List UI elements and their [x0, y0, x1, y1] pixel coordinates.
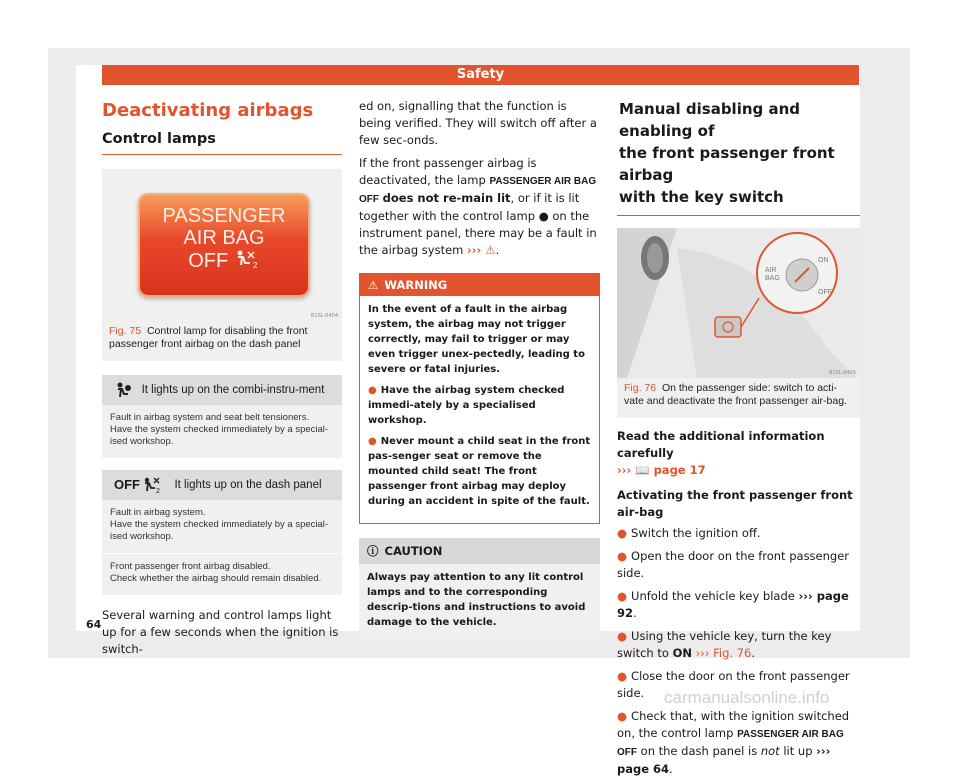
figure-caption [617, 378, 860, 418]
lamp-table-2 [102, 470, 342, 595]
column-right [617, 98, 860, 784]
step-4: ● Using the vehicle key, turn the key switch to ON ››› Fig. 76. [617, 629, 832, 660]
figure-caption-text: Control lamp for disabling the front passenger front airbag on the dash panel [109, 325, 308, 350]
step-1: ● Switch the ignition off. [617, 526, 761, 540]
sign-line-2: AIR BAG [183, 227, 265, 249]
warning-reference[interactable]: ››› ⚠ [467, 243, 496, 257]
intro-text-continued: Several warning and control lamps light up for a few seconds when the ignition is switch- [102, 608, 339, 656]
figure-image [102, 169, 342, 321]
figure-caption-text: On the passenger side: switch to acti-vate and deactivate the front passenger air-bag. [624, 382, 847, 407]
sign-line-1: PASSENGER [162, 205, 286, 227]
airbag-seat-icon [234, 249, 260, 269]
lamp-table-2-description-2 [102, 553, 342, 595]
does-not-remain-lit: does not re-main lit [382, 191, 511, 205]
section-subtitle: Control lamps [102, 131, 342, 155]
figure-reference-link[interactable]: ››› Fig. 76 [695, 646, 752, 660]
lamp-table-2-description-1 [102, 500, 342, 553]
switch-label-air: AIR [765, 267, 777, 274]
switch-label-off: OFF [818, 289, 832, 296]
step-5: ● Close the door on the front passenger side. [617, 669, 850, 700]
read-more-note: Read the additional information carefully ››› 📖 page 17 [617, 429, 825, 477]
svg-text:2: 2 [252, 261, 258, 269]
book-icon: 📖 [635, 463, 650, 477]
airbag-off-lamp-text: PASSENGER AIR BAG OFF [359, 176, 597, 205]
steps-list [617, 525, 860, 778]
lamp-2-desc-2-line-2: Check whether the airbag should remain disabled. [110, 573, 322, 584]
step-2: ● Open the door on the front passenger side. [617, 549, 850, 580]
figure-75 [102, 169, 342, 361]
figure-number: Fig. 75 [109, 325, 142, 337]
column-left [102, 85, 342, 658]
figure-number: Fig. 76 [624, 382, 657, 394]
passenger-airbag-off-lamp [138, 193, 310, 297]
section-title-line-1: Manual disabling and enabling of [619, 100, 801, 140]
lamp-table-1-heading: It lights up on the combi-instru-ment [141, 384, 325, 396]
section-header: Safety [102, 65, 859, 85]
page-reference-link[interactable]: ››› 📖 page 17 [617, 463, 706, 477]
section-title-line-3: with the key switch [619, 188, 784, 206]
airbag-off-lamp-text: PASSENGER AIR BAG OFF [617, 729, 844, 758]
warning-box [359, 273, 600, 524]
page-reference-link[interactable]: ››› page 64 [617, 744, 831, 776]
warning-bullet-1: ● Have the airbag system checked immedi-ately by a specialised workshop. [368, 385, 565, 426]
step-6: ● Check that, with the ignition switched on, the control lamp PASSENGER AIR BAG OFF on the dash panel is not lit up ››› page 64. [617, 709, 850, 776]
figure-code: B1SL-0404 [310, 313, 338, 319]
paragraph-2: If the front passenger airbag is deactivated, the lamp PASSENGER AIR BAG OFF does not re-main lit, or if it is lit together with the control lamp ● on the instrument panel, there may be a fault in the airbag system ››› ⚠. [359, 156, 597, 257]
caution-box [359, 538, 600, 640]
column-middle [359, 98, 600, 640]
switch-label-on: ON [818, 257, 829, 264]
figure-image [617, 228, 860, 378]
page-reference-link[interactable]: ››› page 92 [617, 589, 849, 620]
page-title: Deactivating airbags [102, 100, 314, 121]
sign-line-3: OFF 2 [138, 249, 310, 272]
airbag-person-icon [114, 381, 132, 399]
warning-triangle-icon: ⚠ [368, 278, 379, 292]
activating-heading: Activating the front passenger front air-bag [617, 488, 853, 519]
lamp-2-desc-1-line-2: Have the system checked immediately by a special-ised workshop. [110, 519, 329, 542]
section-title-key-switch [617, 98, 860, 216]
info-circle-icon: ⓘ [367, 544, 379, 558]
warning-triangle-icon: ⚠ [485, 243, 496, 257]
lamp-table-1-description [102, 405, 342, 458]
warning-header [360, 274, 599, 296]
page-number: 64 [86, 618, 102, 631]
svg-text:2: 2 [156, 488, 160, 494]
lamp-1-desc-line-2: Have the system checked immediately by a special-ised workshop. [110, 424, 329, 447]
caution-title: CAUTION [384, 544, 443, 558]
lamp-2-desc-2-line-1: Front passenger front airbag disabled. [110, 561, 271, 572]
caution-header [359, 538, 600, 564]
switch-label-bag: BAG [765, 275, 780, 282]
lamp-table-2-header [102, 470, 342, 500]
watermark: carmanualsonline.info [664, 688, 830, 707]
lamp-table-2-heading: It lights up on the dash panel [174, 479, 322, 491]
lamp-table-1 [102, 375, 342, 458]
warning-title: WARNING [384, 278, 448, 292]
airbag-person-icon: ● [538, 209, 549, 223]
passenger-side-dashboard-illustration [617, 228, 860, 378]
lamp-1-desc-line-1: Fault in airbag system and seat belt tensioners. [110, 412, 310, 423]
off-label: OFF [114, 477, 140, 492]
figure-caption [102, 321, 342, 361]
figure-code: B1SL-0405 [828, 370, 856, 376]
caution-body: Always pay attention to any lit control lamps and to the corresponding descrip-tions and instructions to avoid damage to the vehicle. [367, 572, 586, 628]
section-title-line-2: the front passenger front airbag [619, 144, 835, 184]
paragraph-1: ed on, signalling that the function is being verified. They will switch off after a few sec-onds. [359, 99, 597, 147]
step-3: ● Unfold the vehicle key blade ››› page 92. [617, 589, 849, 620]
figure-76 [617, 228, 860, 418]
lamp-table-1-header [102, 375, 342, 405]
warning-intro: In the event of a fault in the airbag system, the airbag may not trigger correctly, may fail to trigger or may even trigger unex-pectedly, leading to severe or fatal injuries. [368, 304, 585, 375]
airbag-seat-icon [142, 476, 162, 494]
warning-bullet-2: ● Never mount a child seat in the front pas-senger seat or remove the mounted child seat! The front passenger front airbag may deploy during an accident in spite of the fault. [368, 436, 591, 507]
lamp-2-desc-1-line-1: Fault in airbag system. [110, 507, 206, 518]
warning-body [360, 296, 599, 523]
